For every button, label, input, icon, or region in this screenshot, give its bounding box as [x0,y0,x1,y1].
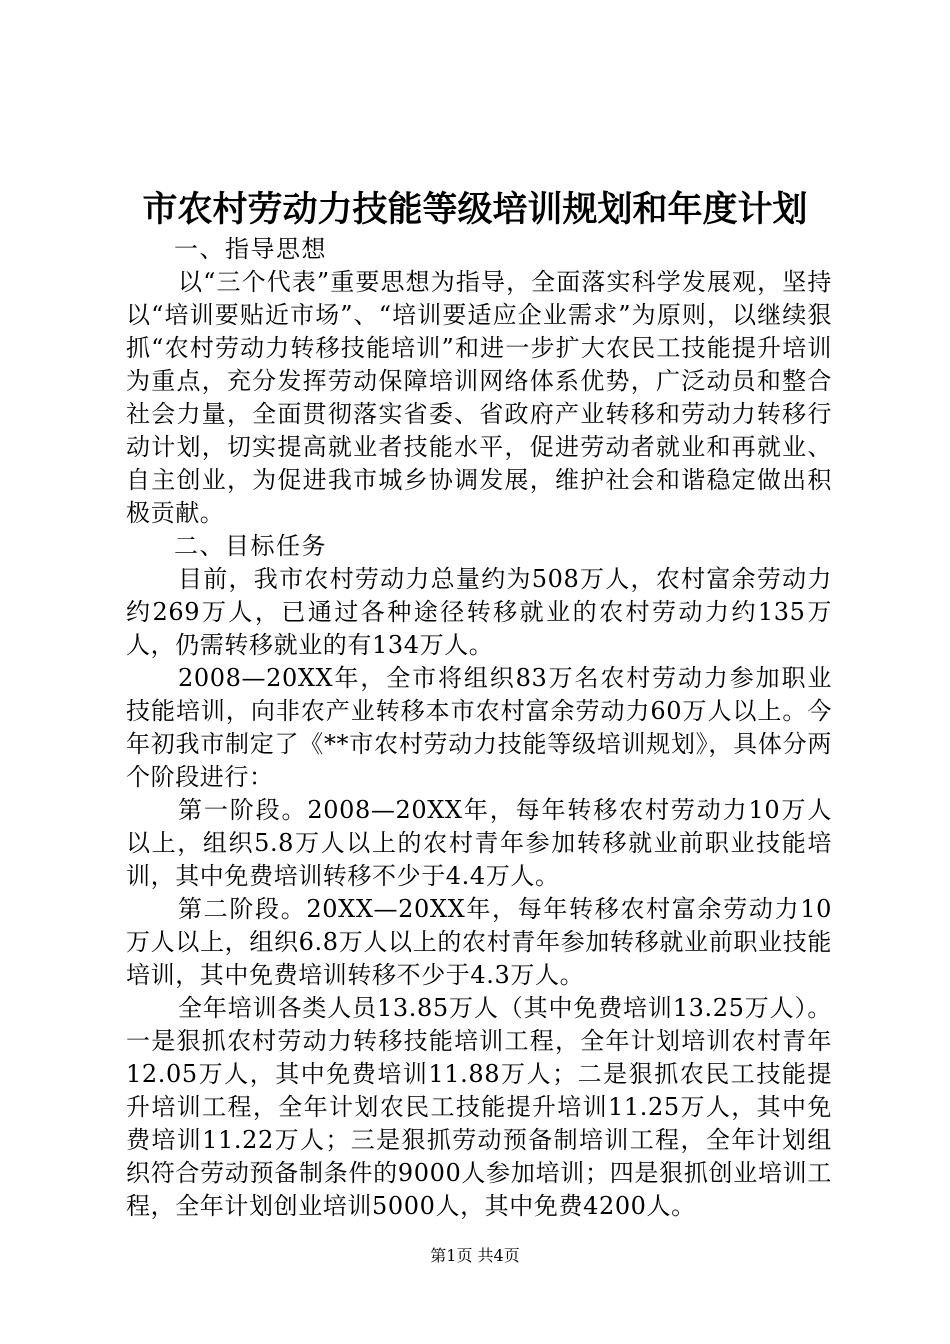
paragraph-training-plan: 2008—20XX年，全市将组织83万名农村劳动力参加职业技能培训，向非农产业转移本市农村富余劳动力60万人以上。今年初我市制定了《**市农村劳动力技能等级培训规划》，具体分两个阶段进行： [126,664,832,791]
paragraph-phase-one: 第一阶段。2008—20XX年，每年转移农村劳动力10万人以上，组织5.8万人以上的农村青年参加转移就业前职业技能培训，其中免费培训转移不少于4.4万人。 [126,796,832,890]
document-body [126,233,832,1223]
section-heading-goals-tasks: 二、目标任务 [174,532,327,560]
paragraph-guiding-ideology: 以“三个代表”重要思想为指导，全面落实科学发展观，坚持以“培训要贴近市场”、“培训要适应企业需求”为原则，以继续狠抓“农村劳动力转移技能培训”和进一步扩大农民工技能提升培训为重点，充分发挥劳动保障培训网络体系优势，广泛动员和整合社会力量，全面贯彻落实省委、省政府产业转移和劳动力转移行动计划，切实提高就业者技能水平，促进劳动者就业和再就业、自主创业，为促进我市城乡协调发展，维护社会和谐稳定做出积极贡献。 [126,268,832,527]
paragraph-annual-training: 全年培训各类人员13.85万人（其中免费培训13.25万人）。一是狠抓农村劳动力转移技能培训工程，全年计划培训农村青年12.05万人，其中免费培训11.88万人；二是狠抓农民工技能提升培训工程，全年计划农民工技能提升培训11.25万人，其中免费培训11.22万人；三是狠抓劳动预备制培训工程，全年计划组织符合劳动预备制条件的9000人参加培训；四是狠抓创业培训工程，全年计划创业培训5000人，其中免费4200人。 [126,994,832,1220]
document-title: 市农村劳动力技能等级培训规划和年度计划 [142,189,808,230]
page-number-footer: 第1页 共4页 [430,1246,520,1265]
paragraph-phase-two: 第二阶段。20XX—20XX年，每年转移农村富余劳动力10万人以上，组织6.8万人以上的农村青年参加转移就业前职业技能培训，其中免费培训转移不少于4.3万人。 [126,895,832,989]
section-heading-guiding-ideology: 一、指导思想 [174,235,327,263]
paragraph-labor-statistics: 目前，我市农村劳动力总量约为508万人，农村富余劳动力约269万人，已通过各种途径转移就业的农村劳动力约135万人，仍需转移就业的有134万人。 [126,565,832,659]
